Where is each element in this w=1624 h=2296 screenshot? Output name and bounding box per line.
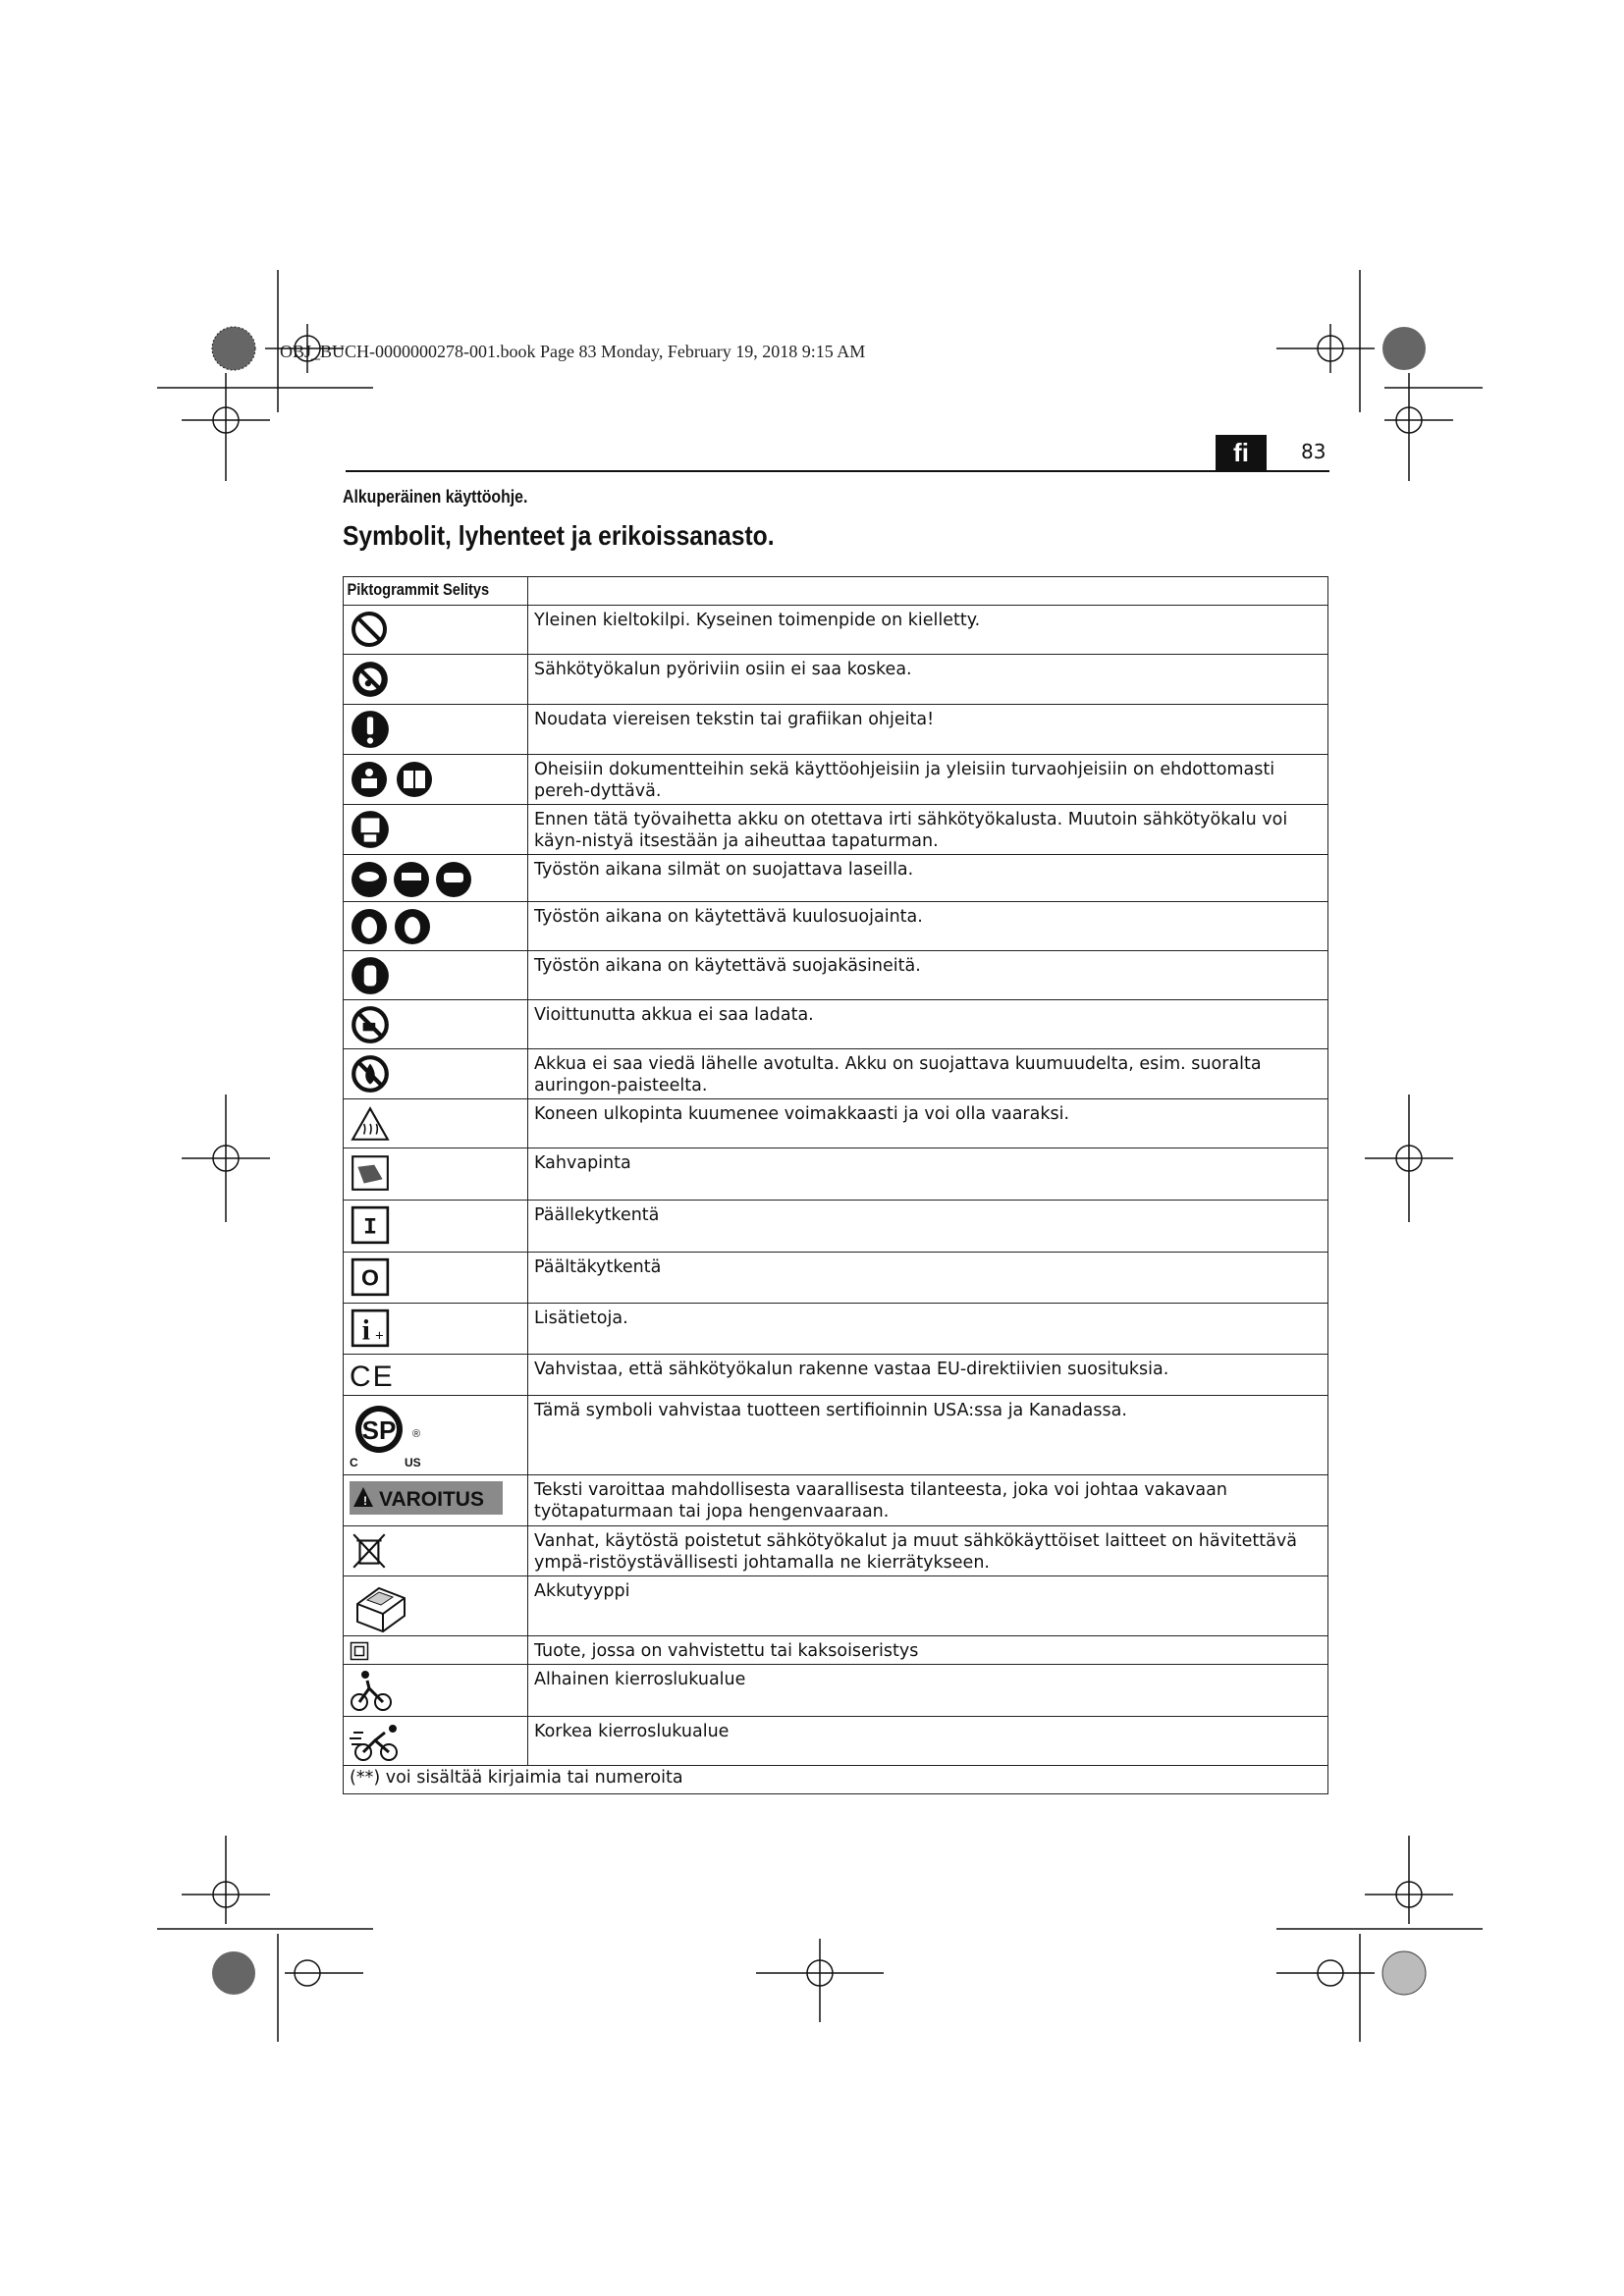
row-description: Sähkötyökalun pyöriviin osiin ei saa koskea. — [534, 660, 912, 679]
hot-surface-icon — [350, 1103, 391, 1145]
table-row — [344, 705, 1328, 755]
registration-starburst-bottom-left — [212, 1951, 255, 1995]
svg-text:+: + — [375, 1328, 384, 1345]
low-speed-icon — [350, 1669, 395, 1714]
table-row — [344, 1201, 1328, 1253]
header-rule — [346, 470, 1329, 472]
prohibition-icon — [350, 610, 389, 649]
table-header-row — [344, 577, 1328, 606]
row-description: Työstön aikana on käytettävä suojakäsineitä. — [534, 956, 921, 976]
svg-text:®: ® — [412, 1428, 421, 1440]
registration-starburst-top-right — [1382, 327, 1426, 370]
header-pictograms: Piktogrammit — [347, 580, 439, 599]
table-row — [344, 1000, 1328, 1049]
svg-text:O: O — [361, 1264, 379, 1291]
gloves-icon — [350, 955, 391, 996]
row-description: Koneen ulkopinta kuumenee voimakkaasti ja voi olla vaaraksi. — [534, 1104, 1070, 1124]
switch-off-icon — [350, 1256, 391, 1298]
grip-surface-icon — [350, 1152, 391, 1194]
row-description: Tuote, jossa on vahvistettu tai kaksoiseristys — [534, 1641, 919, 1661]
hearing-protection-icon — [350, 906, 438, 947]
header-explanation: Selitys — [442, 580, 490, 599]
row-description: Päällekytkentä — [534, 1205, 660, 1225]
row-description: Päältäkytkentä — [534, 1257, 662, 1277]
table-row — [344, 805, 1328, 855]
row-description: Kahvapinta — [534, 1153, 631, 1173]
svg-text:VAROITUS: VAROITUS — [379, 1488, 484, 1511]
do-not-touch-rotating-parts-icon — [350, 659, 391, 700]
footnote: (**) voi sisältää kirjaimia tai numeroita — [350, 1768, 683, 1788]
switch-on-icon — [350, 1204, 391, 1246]
no-open-flame-icon — [350, 1053, 391, 1095]
row-description: Vahvistaa, että sähkötyökalun rakenne vastaa EU-direktiivien suosituksia. — [534, 1360, 1169, 1379]
row-description: Ennen tätä työvaihetta akku on otettava irti sähkötyökalusta. Muutoin sähkötyökalu voi käyn-nistyä itsestään ja aiheuttaa tapaturman. — [534, 810, 1288, 851]
warning-label-icon — [350, 1481, 503, 1515]
table-row — [344, 655, 1328, 705]
row-description: Noudata viereisen tekstin tai grafiikan ohjeita! — [534, 710, 935, 729]
high-speed-icon — [350, 1721, 405, 1764]
row-description: Oheisiin dokumentteihin sekä käyttöohjeisiin ja yleisiin turvaohjeisiin on ehdottomasti pereh-dyttävä. — [534, 760, 1275, 801]
document-title: Symbolit, lyhenteet ja erikoissanasto. — [343, 520, 775, 551]
svg-text:i: i — [361, 1314, 370, 1347]
table-row — [344, 902, 1328, 951]
ce-mark-icon — [350, 1359, 399, 1392]
registration-starburst-bottom-right — [1382, 1951, 1426, 1995]
svg-text:I: I — [363, 1214, 377, 1241]
svg-text:C: C — [350, 1456, 358, 1469]
row-description: Korkea kierroslukualue — [534, 1722, 730, 1741]
table-row — [344, 855, 1328, 902]
table-footnote-row — [344, 1766, 1328, 1794]
row-description: Lisätietoja. — [534, 1308, 628, 1328]
table-row — [344, 1049, 1328, 1099]
table-row — [344, 1396, 1328, 1475]
row-description: Akkutyyppi — [534, 1581, 630, 1601]
table-row — [344, 1717, 1328, 1766]
table-row — [344, 1148, 1328, 1201]
read-documents-icon — [350, 759, 438, 800]
row-description: Työstön aikana silmät on suojattava laseilla. — [534, 860, 914, 880]
exclamation-warning-icon — [350, 709, 391, 750]
table-row — [344, 1475, 1328, 1526]
book-header-line: OBJ_BUCH-0000000278-001.book Page 83 Monday, February 19, 2018 9:15 AM — [280, 342, 866, 361]
table-row — [344, 1355, 1328, 1396]
table-row — [344, 1636, 1328, 1665]
row-description: Yleinen kieltokilpi. Kyseinen toimenpide on kielletty. — [534, 611, 981, 630]
table-row — [344, 1304, 1328, 1355]
row-description: Alhainen kierroslukualue — [534, 1670, 746, 1689]
table-row — [344, 1253, 1328, 1304]
table-row — [344, 606, 1328, 655]
table-row — [344, 951, 1328, 1000]
table-row — [344, 1526, 1328, 1576]
double-insulation-icon — [350, 1641, 369, 1661]
row-description: Akkua ei saa viedä lähelle avotulta. Akku on suojattava kuumuudelta, esim. suoralta auringon-paisteelta. — [534, 1054, 1262, 1095]
page-number: 83 — [1301, 440, 1326, 463]
language-badge: fi — [1216, 435, 1267, 470]
remove-battery-icon — [350, 809, 391, 850]
svg-text:!: ! — [363, 1494, 367, 1508]
registration-starburst-top-left — [212, 327, 255, 370]
table-row — [344, 1576, 1328, 1636]
row-description: Teksti varoittaa mahdollisesta vaarallisesta tilanteesta, joka voi johtaa vakavaan työtapaturmaan tai jopa hengenvaaraan. — [534, 1480, 1227, 1522]
table-row — [344, 755, 1328, 805]
symbols-table — [343, 576, 1328, 1794]
row-description: Tämä symboli vahvistaa tuotteen sertifioinnin USA:ssa ja Kanadassa. — [534, 1401, 1127, 1420]
document-subtitle: Alkuperäinen käyttöohje. — [343, 487, 528, 507]
no-charging-damaged-battery-icon — [350, 1004, 391, 1045]
svg-text:US: US — [405, 1456, 421, 1469]
eye-protection-icon — [350, 859, 477, 900]
svg-text:CE: CE — [350, 1361, 395, 1392]
weee-bin-icon — [350, 1530, 391, 1572]
row-description: Työstön aikana on käytettävä kuulosuojainta. — [534, 907, 923, 927]
battery-type-icon — [350, 1580, 410, 1635]
table-row — [344, 1099, 1328, 1148]
info-icon — [350, 1308, 391, 1349]
row-description: Vioittunutta akkua ei saa ladata. — [534, 1005, 814, 1025]
table-row — [344, 1665, 1328, 1717]
svg-text:SP: SP — [361, 1415, 397, 1445]
csa-mark-icon — [350, 1400, 428, 1470]
row-description: Vanhat, käytöstä poistetut sähkötyökalut ja muut sähkökäyttöiset laitteet on hävitettävä ympä-ristöystävällisesti johtamalla ne kierrätykseen. — [534, 1531, 1297, 1573]
